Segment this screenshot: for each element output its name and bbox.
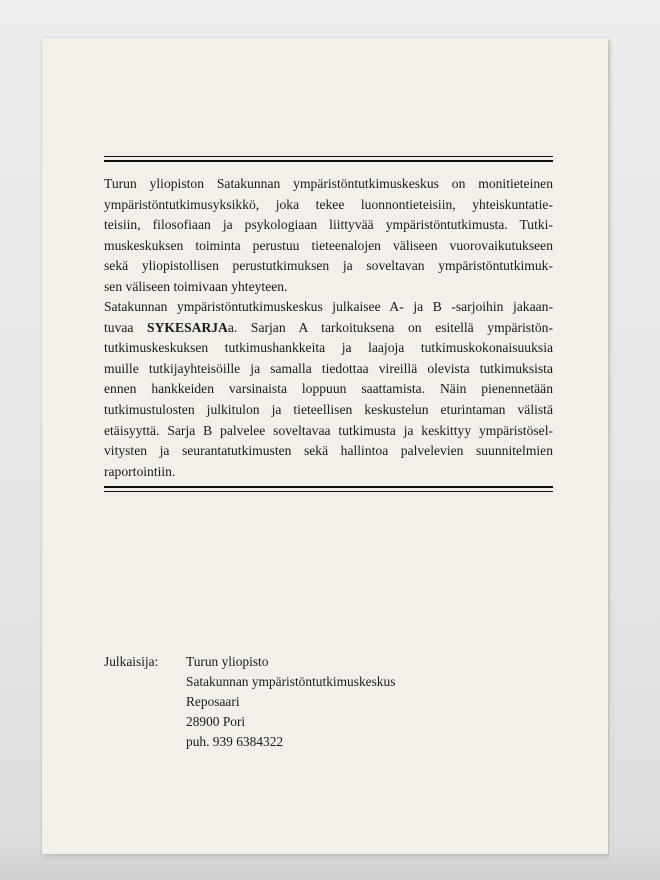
- intro-line: muskeskuksen toiminta perustuu tieteenalojen väliseen vuorovaikutukseen: [104, 237, 553, 253]
- series-line: etäisyyttä. Sarja B palvelee soveltavaa tutkimusta ja keskittyy ympäristösel-: [104, 422, 553, 438]
- series-line-post: a. Sarjan A tarkoituksena on esitellä ympäristön-: [227, 319, 553, 335]
- intro-line: sekä yliopistollisen perustutkimuksen ja soveltavan ympäristöntutkimuk-: [104, 258, 553, 274]
- intro-line: Turun yliopiston Satakunnan ympäristöntutkimuskeskus on monitieteinen: [104, 176, 553, 191]
- top-rule-thin: [104, 156, 553, 157]
- series-line: muille tutkijayhteisöille ja samalla tiedottaa vireillä olevista tutkimuksista: [104, 360, 553, 376]
- series-line: raportointiin.: [104, 463, 176, 479]
- series-line: ennen hankkeiden varsinaista loppuun saattamista. Näin pienennetään: [104, 381, 553, 397]
- address-line: 28900 Pori: [186, 714, 246, 729]
- series-line: [104, 318, 553, 339]
- intro-line: sen väliseen toimivaan yhteyteen.: [104, 278, 288, 294]
- series-name-bold: SYKESARJA: [147, 319, 228, 335]
- intro-line: ympäristöntutkimusyksikkö, joka tekee luonnontieteisiin, yhteiskuntatie-: [104, 196, 553, 212]
- series-paragraph: [104, 297, 553, 482]
- intro-line: teisiin, filosofiaan ja psykologiaan liittyvää ympäristöntutkimusta. Tutki-: [104, 217, 553, 233]
- address-line: Turun yliopisto: [186, 654, 269, 669]
- address-line: Satakunnan ympäristöntutkimuskeskus: [186, 674, 396, 689]
- series-line: tutkimuskeskuksen tutkimushankkeita ja laajoja tutkimuskokonaisuuksia: [104, 340, 553, 356]
- publisher-label: Julkaisija:: [104, 654, 159, 669]
- intro-paragraph: [104, 174, 553, 298]
- address-line: Reposaari: [186, 694, 240, 709]
- series-line-pre: tuvaa: [104, 319, 148, 335]
- series-line: vitysten ja seurantatutkimusten sekä hallintoa palvelevien suunnitelmien: [104, 443, 553, 459]
- top-rule-thick: [104, 160, 553, 162]
- series-line: Satakunnan ympäristöntutkimuskeskus julkaisee A- ja B -sarjoihin jakaan-: [104, 299, 553, 314]
- top-double-rule: [104, 156, 553, 162]
- publisher-address: [186, 652, 395, 752]
- bottom-double-rule: [104, 486, 553, 492]
- bottom-rule-thick: [104, 486, 553, 488]
- address-line: puh. 939 6384322: [186, 734, 284, 749]
- bottom-rule-thin: [104, 491, 553, 492]
- series-line: tutkimustulosten julkitulon ja tieteellisen keskustelun eturintaman välistä: [104, 401, 553, 417]
